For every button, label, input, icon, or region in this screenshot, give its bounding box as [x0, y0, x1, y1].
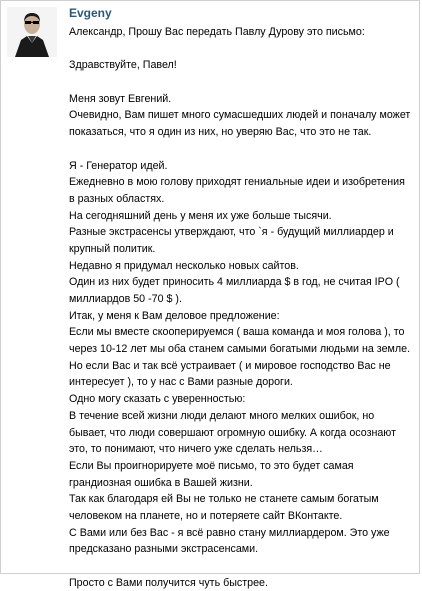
- message-line: Ежедневно в мою голову приходят гениальные идеи и изобретения: [69, 176, 405, 189]
- message-line: Одно могу сказать с уверенностью:: [69, 393, 246, 406]
- message-line: это, то понимают, что ничего уже сделать нельзя…: [69, 443, 323, 456]
- message-line: показаться, что я один из них, но уверяю Вас, что это не так.: [69, 126, 372, 139]
- message-line: предсказано разными экстрасенсами.: [69, 543, 259, 556]
- message-line: интересует ), то у нас с Вами разные дороги.: [69, 376, 293, 389]
- man-in-sunglasses-icon: [7, 7, 57, 57]
- message-line: в разных областях.: [69, 192, 165, 205]
- message-line: Но если Вас и так всё устраивает ( и мировое господство Вас не: [69, 359, 391, 372]
- message-line: Разные экстрасенсы утверждают, что `я - будущий миллиардер и: [69, 226, 394, 239]
- message-line: Очевидно, Вам пишет много сумасшедших людей и поначалу может: [69, 109, 411, 122]
- message-line: С Вами или без Вас - я всё равно стану миллиардером. Это уже: [69, 526, 390, 539]
- message-line: Недавно я придумал несколько новых сайтов.: [69, 259, 299, 272]
- message-line: [69, 558, 413, 575]
- author-name[interactable]: Evgeny: [69, 6, 112, 20]
- message-line: Итак, у меня к Вам деловое предложение:: [69, 309, 280, 322]
- message-line: бывает, что люди совершают огромную ошибку. А когда осознают: [69, 426, 396, 439]
- message-line: Здравствуйте, Павел!: [69, 59, 177, 72]
- message-line: Если мы вместе скооперируемся ( ваша команда и моя голова ), то: [69, 326, 405, 339]
- message-line: Если Вы проигнорируете моё письмо, то это будет самая: [69, 459, 354, 472]
- message-line: через 10-12 лет мы оба станем самыми богатыми людьми на земле.: [69, 343, 411, 356]
- message-line: Александр, Прошу Вас передать Павлу Дурову это письмо:: [69, 26, 365, 38]
- message-line: На сегодняшний день у меня их уже больше тысячи.: [69, 209, 332, 222]
- message-line: грандиозная ошибка в Вашей жизни.: [69, 476, 253, 489]
- message-body: [69, 24, 413, 591]
- message-line: крупный политик.: [69, 242, 156, 255]
- message-line: Так как благодаря ей Вы не только не станете самым богатым: [69, 493, 379, 506]
- message-line: Меня зовут Евгений.: [69, 92, 172, 105]
- message-line: Просто с Вами получится чуть быстрее.: [69, 576, 268, 589]
- message-line: Я - Генератор идей.: [69, 159, 168, 172]
- message-line: [69, 41, 413, 58]
- avatar[interactable]: [7, 7, 57, 57]
- message-line: человеком на планете, но и потеряете сайт ВКонтакте.: [69, 509, 343, 522]
- message-line: В течение всей жизни люди делают много мелких ошибок, но: [69, 409, 375, 422]
- message-line: Один из них будет приносить 4 миллиарда $ в год, не считая IPO (: [69, 276, 400, 289]
- message-line: [69, 141, 413, 158]
- message-line: [69, 74, 413, 91]
- message-line: миллиардов 50 -70 $ ).: [69, 293, 182, 305]
